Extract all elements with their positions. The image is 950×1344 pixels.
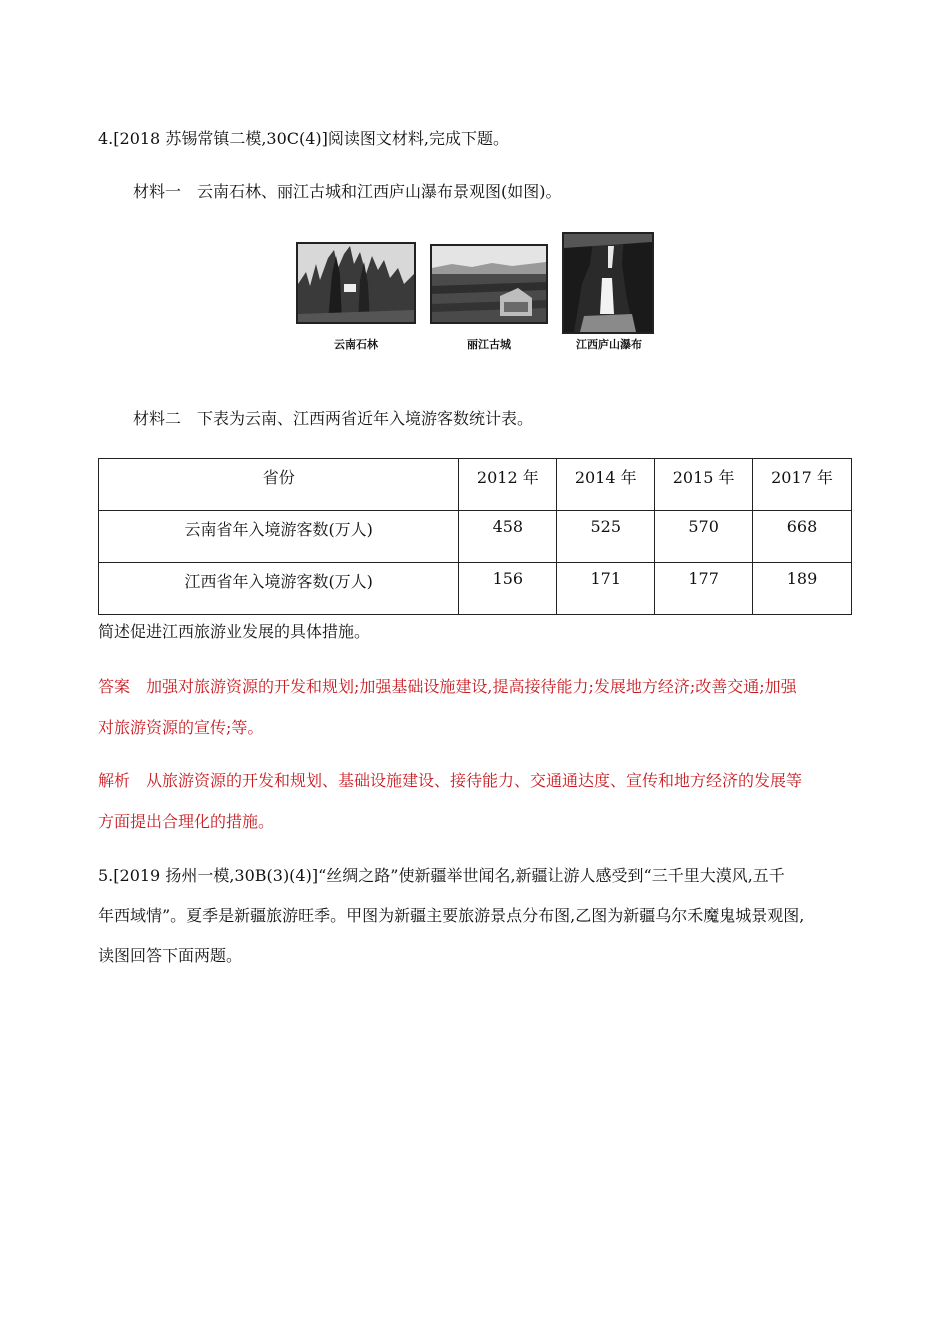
caption-lushan-waterfall: 江西庐山瀑布 [576,338,642,351]
question-4-stem: 4.[2018 苏锡常镇二模,30C(4)]阅读图文材料,完成下题。 [98,129,509,148]
table-cell: 江西省年入境游客数(万人) [99,563,459,615]
table-header-cell: 2014 年 [557,459,655,511]
lushan-waterfall-image [564,234,652,332]
answer-line-1: 答案 加强对旅游资源的开发和规划;加强基础设施建设,提高接待能力;发展地方经济;改善交通;加强 [98,677,797,696]
caption-lijiang-old-town: 丽江古城 [467,338,511,351]
table-header-cell: 2015 年 [655,459,753,511]
table-cell: 156 [459,563,557,615]
table-row [99,563,852,615]
table-header-cell: 省份 [99,459,459,511]
table-cell: 668 [753,511,852,563]
question-5-line-1: 5.[2019 扬州一模,30B(3)(4)]“丝绸之路”使新疆举世闻名,新疆让游人感受到“三千里大漠风,五千 [98,866,785,885]
answer-line-2: 对旅游资源的宣传;等。 [98,718,264,737]
table-cell: 189 [753,563,852,615]
question-4-prompt: 简述促进江西旅游业发展的具体措施。 [98,622,371,641]
table-header-row [99,459,852,511]
table-header-cell: 2012 年 [459,459,557,511]
stone-forest-image [298,244,414,322]
table-header-cell: 2017 年 [753,459,852,511]
table-cell: 525 [557,511,655,563]
question-5-line-3: 读图回答下面两题。 [98,946,243,965]
caption-stone-forest: 云南石林 [334,338,378,351]
analysis-line-1: 解析 从旅游资源的开发和规划、基础设施建设、接待能力、交通通达度、宣传和地方经济的发展等 [98,771,803,790]
table-cell: 云南省年入境游客数(万人) [99,511,459,563]
table-cell: 171 [557,563,655,615]
photo-lijiang-old-town [430,244,548,324]
tourist-statistics-table [98,458,852,615]
analysis-line-2: 方面提出合理化的措施。 [98,812,275,831]
material-2-text: 材料二 下表为云南、江西两省近年入境游客数统计表。 [133,409,534,428]
photo-stone-forest [296,242,416,324]
lijiang-old-town-image [432,246,546,322]
photo-lushan-waterfall [562,232,654,334]
table-cell: 458 [459,511,557,563]
table-cell: 570 [655,511,753,563]
table-row [99,511,852,563]
question-5-line-2: 年西域情”。夏季是新疆旅游旺季。甲图为新疆主要旅游景点分布图,乙图为新疆乌尔禾魔鬼城景观图, [98,906,805,925]
table-cell: 177 [655,563,753,615]
material-1-text: 材料一 云南石林、丽江古城和江西庐山瀑布景观图(如图)。 [133,182,562,201]
